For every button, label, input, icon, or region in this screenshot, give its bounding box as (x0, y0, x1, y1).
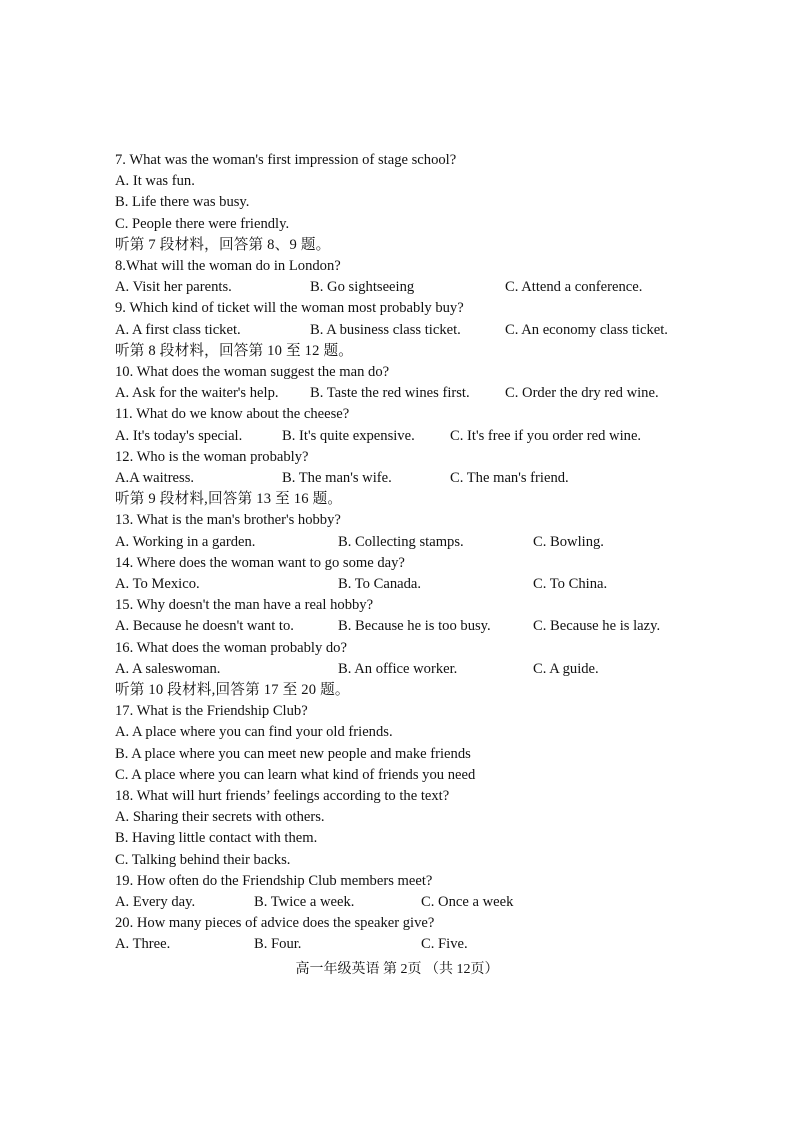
question-line: A. It was fun. (115, 173, 195, 190)
option-c: C. It's free if you order red wine. (450, 427, 642, 444)
option-b: B. Twice a week. (254, 894, 355, 910)
option-c: C. Once a week (421, 894, 514, 910)
question-line: C. People there were friendly. (115, 215, 290, 232)
option-c: C. Because he is lazy. (533, 618, 661, 635)
question-line: 17. What is the Friendship Club? (115, 703, 308, 720)
question-line: B. A place where you can meet new people and make friends (115, 745, 471, 762)
option-c: C. Order the dry red wine. (505, 385, 659, 402)
option-a: A. Ask for the waiter's help. (115, 385, 279, 402)
option-a: A. A first class ticket. (115, 321, 241, 338)
option-a: A.A waitress. (115, 470, 195, 486)
page-footer: 高一年级英语 第 2页 （共 12页） (295, 962, 499, 977)
option-c: C. The man's friend. (450, 470, 569, 486)
question-line: 9. Which kind of ticket will the woman most probably buy? (115, 300, 464, 317)
option-a: A. Three. (115, 936, 171, 953)
section-instruction: 听第 9 段材料,回答第 13 至 16 题。 (115, 491, 343, 508)
question-line: A. Sharing their secrets with others. (115, 809, 325, 826)
option-c: C. An economy class ticket. (505, 321, 668, 338)
option-c: C. To China. (533, 576, 608, 592)
option-a: A. Visit her parents. (115, 279, 232, 296)
option-c: C. Bowling. (533, 533, 604, 550)
option-c: C. Five. (421, 936, 468, 953)
option-b: B. It's quite expensive. (282, 427, 415, 444)
section-instruction: 听第 10 段材料,回答第 17 至 20 题。 (115, 682, 350, 698)
question-line: C. A place where you can learn what kind of friends you need (115, 766, 476, 783)
section-instruction: 听第 7 段材料，回答第 8、9 题。 (115, 236, 331, 253)
option-b: B. To Canada. (338, 576, 422, 592)
option-a: A. Working in a garden. (115, 533, 256, 550)
option-b: B. Four. (254, 936, 302, 953)
option-b: B. Go sightseeing (310, 279, 415, 296)
question-line: 14. Where does the woman want to go some day? (115, 554, 405, 571)
question-line: C. Talking behind their backs. (115, 851, 291, 868)
question-line: 15. Why doesn't the man have a real hobby? (115, 597, 374, 614)
option-b: B. Taste the red wines first. (310, 385, 470, 402)
option-b: B. A business class ticket. (310, 321, 461, 338)
question-line: A. A place where you can find your old friends. (115, 724, 393, 741)
question-line: 18. What will hurt friends’ feelings according to the text? (115, 788, 450, 804)
option-a: A. It's today's special. (115, 427, 243, 444)
question-line: 19. How often do the Friendship Club members meet? (115, 872, 433, 889)
question-line: 8.What will the woman do in London? (115, 258, 341, 274)
option-a: A. A saleswoman. (115, 660, 221, 677)
option-a: A. Because he doesn't want to. (115, 618, 294, 635)
question-line: B. Having little contact with them. (115, 830, 318, 847)
option-c: C. A guide. (533, 660, 599, 677)
question-line: 13. What is the man's brother's hobby? (115, 512, 341, 529)
option-b: B. An office worker. (338, 660, 458, 677)
option-a: A. Every day. (115, 894, 196, 910)
section-instruction: 听第 8 段材料，回答第 10 至 12 题。 (115, 342, 354, 359)
question-line: 20. How many pieces of advice does the speaker give? (115, 915, 435, 932)
option-b: B. The man's wife. (282, 470, 392, 486)
question-line: 12. Who is the woman probably? (115, 448, 309, 465)
question-line: 10. What does the woman suggest the man do? (115, 364, 390, 380)
question-line: 16. What does the woman probably do? (115, 639, 347, 656)
option-b: B. Collecting stamps. (338, 533, 464, 550)
question-line: B. Life there was busy. (115, 194, 250, 211)
option-a: A. To Mexico. (115, 576, 200, 592)
question-line: 11. What do we know about the cheese? (115, 406, 350, 423)
option-c: C. Attend a conference. (505, 279, 643, 296)
question-line: 7. What was the woman's first impression of stage school? (115, 152, 457, 168)
option-b: B. Because he is too busy. (338, 618, 491, 635)
